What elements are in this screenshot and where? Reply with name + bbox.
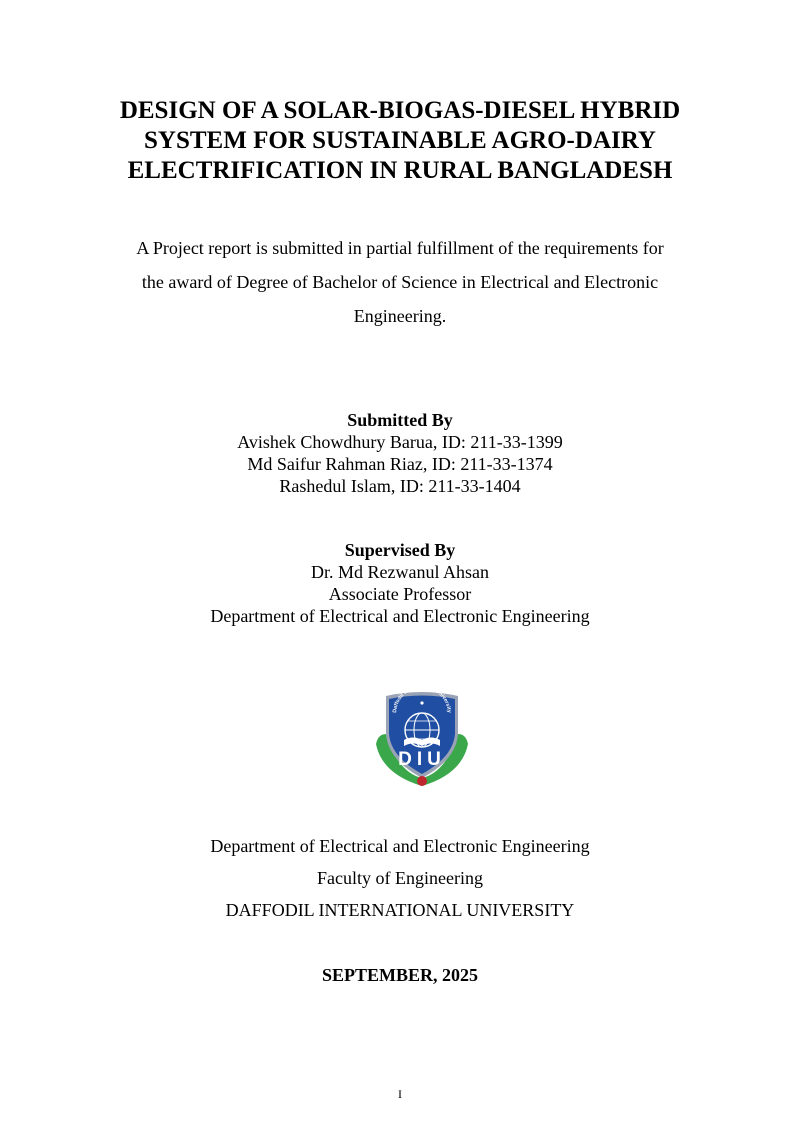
statement-line-1: A Project report is submitted in partial fulfillment of the requirements for [136, 238, 664, 258]
submitted-by-section [0, 409, 800, 497]
institution-block [0, 830, 800, 926]
title-line-3: ELECTRIFICATION IN RURAL BANGLADESH [127, 157, 673, 184]
supervised-by-section [0, 539, 800, 627]
statement-line-3: Engineering. [353, 306, 447, 326]
supervisor-position: Associate Professor [328, 584, 472, 604]
diu-logo-icon [374, 690, 470, 790]
institution-faculty: Faculty of Engineering [317, 868, 483, 888]
submission-date: SEPTEMBER, 2025 [321, 965, 479, 985]
author-2: Md Saifur Rahman Riaz, ID: 211-33-1374 [247, 454, 553, 474]
author-1: Avishek Chowdhury Barua, ID: 211-33-1399 [237, 432, 563, 452]
logo-seal [417, 776, 427, 786]
logo-letters: DIU [398, 749, 446, 770]
submission-statement [0, 231, 800, 333]
submitted-by-heading: Submitted By [347, 410, 453, 430]
logo-arc-text: Daffodil Int University [391, 690, 452, 714]
supervised-by-heading: Supervised By [344, 540, 456, 560]
university-logo [374, 690, 470, 790]
page-number: I [398, 1087, 402, 1101]
report-title [0, 96, 800, 186]
supervisor-name: Dr. Md Rezwanul Ahsan [311, 562, 489, 582]
institution-department: Department of Electrical and Electronic Engineering [210, 836, 590, 856]
institution-university: DAFFODIL INTERNATIONAL UNIVERSITY [225, 900, 575, 920]
statement-line-2: the award of Degree of Bachelor of Science in Electrical and Electronic [141, 272, 659, 292]
title-line-2: SYSTEM FOR SUSTAINABLE AGRO-DAIRY [144, 127, 656, 154]
author-3: Rashedul Islam, ID: 211-33-1404 [279, 476, 521, 496]
title-line-1: DESIGN OF A SOLAR-BIOGAS-DIESEL HYBRID [119, 97, 681, 124]
supervisor-department: Department of Electrical and Electronic Engineering [210, 606, 590, 626]
